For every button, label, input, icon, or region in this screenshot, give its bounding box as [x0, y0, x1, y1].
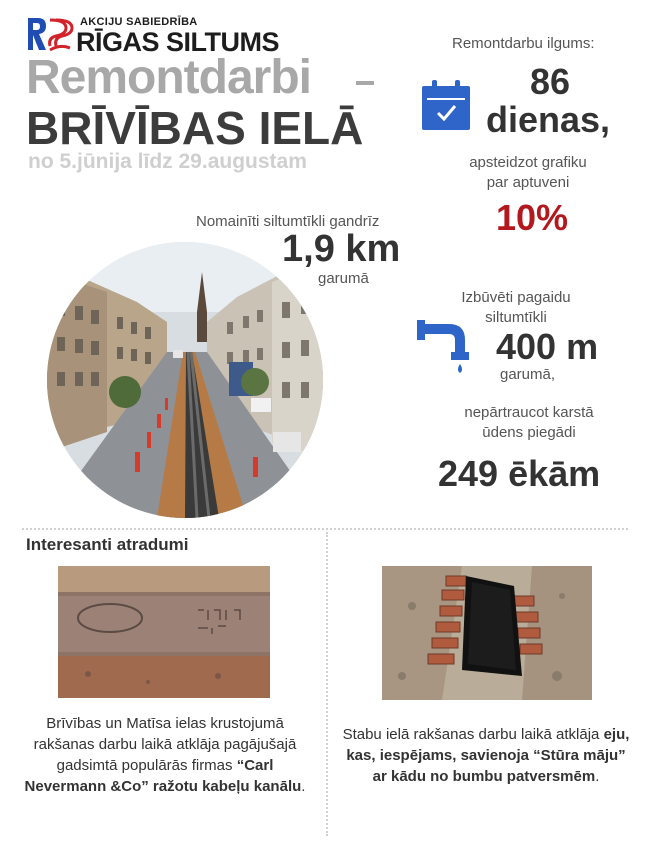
water-pipe-icon — [415, 312, 477, 374]
finding-2-text: Stabu ielā rakšanas darbu laikā atklāja eju, kas, iespējams, savienoja “Stūra māju” ar kādu no bumbu patversmēm. — [342, 726, 630, 785]
section-divider — [22, 528, 628, 530]
buildings-value: 249 ēkām — [438, 453, 601, 494]
findings-title: Interesanti atradumi — [26, 535, 189, 554]
page-title-line1: Remontdarbi — [26, 51, 312, 104]
ahead-of-schedule-text: apsteidzot grafiku par aptuveni — [469, 154, 587, 191]
ahead-of-schedule-value: 10% — [496, 197, 569, 238]
temporary-pipes-label: Izbūvēti pagaidu siltumtīkli — [461, 289, 571, 326]
calendar-check-icon — [420, 78, 472, 132]
company-name: RĪGAS SILTUMS — [76, 27, 280, 57]
date-range: no 5.jūnija līdz 29.augustam — [28, 150, 307, 173]
duration-label: Remontdarbu ilgums: — [452, 35, 595, 52]
temporary-pipes-unit: garumā, — [500, 366, 556, 383]
company-prefix: AKCIJU SABIEDRĪBA — [80, 16, 198, 28]
hot-water-supply-label: nepārtraucot karstā ūdens piegādi — [464, 404, 594, 441]
duration-unit: dienas, — [486, 99, 611, 140]
page-title-line2: BRĪVĪBAS IELĀ — [26, 102, 364, 154]
pipes-value: 1,9 km — [282, 228, 401, 270]
rs-logo-icon — [26, 14, 74, 54]
duration-value: 86 — [529, 61, 571, 102]
finding-1-text: Brīvības un Matīsa ielas krustojumā rakšanas darbu laikā atklāja pagājušajā gadsimtā populārās firmas “Carl Nevermann &Co” ražotu kabeļu kanālu. — [24, 715, 306, 795]
title-dash — [356, 81, 374, 85]
temporary-pipes-value: 400 m — [496, 326, 599, 367]
column-divider — [326, 532, 328, 836]
street-excavation-photo — [47, 242, 323, 518]
pipes-label: Nomainīti siltumtīkli gandrīz — [196, 213, 380, 230]
pipes-unit: garumā — [318, 270, 369, 287]
cable-channel-photo — [58, 566, 270, 698]
underground-passage-photo — [382, 566, 592, 700]
